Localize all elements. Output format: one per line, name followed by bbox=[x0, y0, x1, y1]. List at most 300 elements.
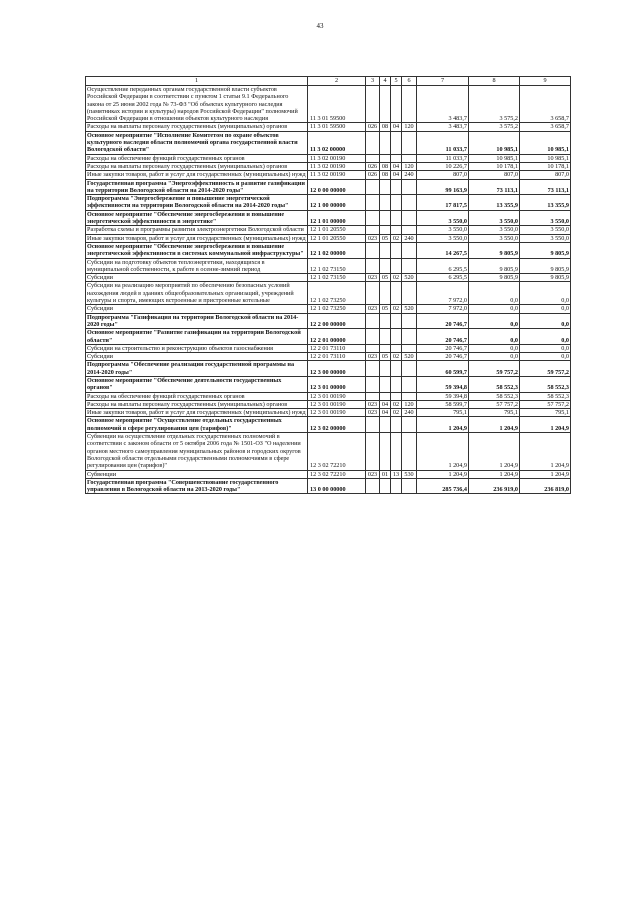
amount-col-9: 10 985,1 bbox=[520, 154, 571, 162]
expense-type-code: 240 bbox=[402, 234, 417, 242]
amount-col-8: 58 552,3 bbox=[469, 376, 520, 392]
amount-col-8: 10 985,1 bbox=[469, 131, 520, 154]
amount-col-7: 285 736,4 bbox=[417, 478, 469, 494]
table-row bbox=[86, 123, 571, 131]
target-article-code: 11 3 02 00000 bbox=[308, 131, 366, 154]
expense-type-code bbox=[402, 242, 417, 258]
subsection-code bbox=[391, 282, 402, 305]
table-row bbox=[86, 313, 571, 329]
subsection-code: 04 bbox=[391, 162, 402, 170]
section-code bbox=[380, 210, 391, 226]
row-name: Субсидии bbox=[86, 353, 308, 361]
row-name: Субсидии bbox=[86, 274, 308, 282]
expense-type-code bbox=[402, 154, 417, 162]
amount-col-7: 20 746,7 bbox=[417, 329, 469, 345]
target-article-code: 12 2 01 73110 bbox=[308, 353, 366, 361]
table-row bbox=[86, 171, 571, 179]
subsection-code bbox=[391, 376, 402, 392]
amount-col-8: 1 204,9 bbox=[469, 417, 520, 433]
target-article-code: 12 1 02 73150 bbox=[308, 258, 366, 274]
amount-col-7: 99 163,9 bbox=[417, 179, 469, 195]
ministry-code: 026 bbox=[366, 123, 380, 131]
amount-col-7: 11 033,7 bbox=[417, 131, 469, 154]
subsection-code bbox=[391, 131, 402, 154]
section-code: 05 bbox=[380, 234, 391, 242]
section-code: 08 bbox=[380, 123, 391, 131]
table-row bbox=[86, 210, 571, 226]
row-name: Основное мероприятие "Обеспечение энергосбережения и повышение энергетической эффективности в энергетике" bbox=[86, 210, 308, 226]
row-name: Основное мероприятие "Обеспечение энергосбережения и повышение энергетической эффективности в системах коммунальной инфраструктуры" bbox=[86, 242, 308, 258]
target-article-code: 12 2 01 73110 bbox=[308, 344, 366, 352]
row-name: Государственная программа "Совершенствование государственного управления в Вологодской области на 2013-2020 годы" bbox=[86, 478, 308, 494]
amount-col-9: 57 757,2 bbox=[520, 400, 571, 408]
subsection-code bbox=[391, 361, 402, 377]
table-row bbox=[86, 162, 571, 170]
row-name: Основное мероприятие "Осуществление отдельных государственных полномочий в сфере регулирования цен (тарифов)" bbox=[86, 417, 308, 433]
expense-type-code bbox=[402, 131, 417, 154]
amount-col-7: 3 483,7 bbox=[417, 123, 469, 131]
subsection-code: 02 bbox=[391, 400, 402, 408]
ministry-code bbox=[366, 344, 380, 352]
table-row bbox=[86, 417, 571, 433]
section-code bbox=[380, 282, 391, 305]
row-name: Осуществление переданных органам государственной власти субъектов Российской Федерации в соответствии с пунктом 1 статьи 9.1 Федерального закона от 25 июня 2002 года № 73-ФЗ "Об объектах культурного наследия (памятниках истории и культуры) народов Российской Федерации" полномочий Российской Федерации в отношении объектов культурного наследия bbox=[86, 86, 308, 123]
column-header: 6 bbox=[402, 77, 417, 86]
amount-col-8: 0,0 bbox=[469, 344, 520, 352]
amount-col-7: 7 972,0 bbox=[417, 282, 469, 305]
target-article-code: 12 3 01 00190 bbox=[308, 409, 366, 417]
amount-col-8: 236 919,0 bbox=[469, 478, 520, 494]
amount-col-7: 14 267,5 bbox=[417, 242, 469, 258]
table-row bbox=[86, 195, 571, 211]
table-row bbox=[86, 274, 571, 282]
expense-type-code bbox=[402, 313, 417, 329]
expense-type-code bbox=[402, 344, 417, 352]
amount-col-7: 20 746,7 bbox=[417, 353, 469, 361]
amount-col-7: 60 599,7 bbox=[417, 361, 469, 377]
table-row bbox=[86, 131, 571, 154]
section-code bbox=[380, 344, 391, 352]
amount-col-9: 59 757,2 bbox=[520, 361, 571, 377]
ministry-code: 023 bbox=[366, 400, 380, 408]
amount-col-9: 1 204,9 bbox=[520, 433, 571, 470]
subsection-code bbox=[391, 226, 402, 234]
amount-col-8: 3 575,2 bbox=[469, 86, 520, 123]
subsection-code bbox=[391, 86, 402, 123]
table-row bbox=[86, 344, 571, 352]
table-row bbox=[86, 400, 571, 408]
amount-col-9: 795,1 bbox=[520, 409, 571, 417]
table-row bbox=[86, 392, 571, 400]
row-name: Расходы на обеспечение функций государственных органов bbox=[86, 154, 308, 162]
ministry-code bbox=[366, 376, 380, 392]
amount-col-7: 58 599,7 bbox=[417, 400, 469, 408]
table-row bbox=[86, 329, 571, 345]
target-article-code: 12 3 02 00000 bbox=[308, 417, 366, 433]
subsection-code: 13 bbox=[391, 470, 402, 478]
amount-col-9: 3 550,0 bbox=[520, 210, 571, 226]
target-article-code: 12 2 00 00000 bbox=[308, 313, 366, 329]
target-article-code: 12 1 01 20550 bbox=[308, 226, 366, 234]
amount-col-9: 0,0 bbox=[520, 282, 571, 305]
expense-type-code: 520 bbox=[402, 305, 417, 313]
table-row bbox=[86, 470, 571, 478]
target-article-code: 11 3 01 59500 bbox=[308, 123, 366, 131]
amount-col-9: 9 805,9 bbox=[520, 274, 571, 282]
amount-col-8: 73 113,1 bbox=[469, 179, 520, 195]
ministry-code bbox=[366, 392, 380, 400]
subsection-code bbox=[391, 179, 402, 195]
target-article-code: 12 1 01 20550 bbox=[308, 234, 366, 242]
table-row bbox=[86, 179, 571, 195]
table-row bbox=[86, 478, 571, 494]
amount-col-7: 807,0 bbox=[417, 171, 469, 179]
ministry-code bbox=[366, 417, 380, 433]
subsection-code bbox=[391, 433, 402, 470]
expense-type-code bbox=[402, 258, 417, 274]
row-name: Субвенции bbox=[86, 470, 308, 478]
expense-type-code: 240 bbox=[402, 409, 417, 417]
target-article-code: 11 3 02 00190 bbox=[308, 154, 366, 162]
ministry-code bbox=[366, 313, 380, 329]
target-article-code: 12 1 02 00000 bbox=[308, 242, 366, 258]
column-header: 4 bbox=[380, 77, 391, 86]
target-article-code: 12 1 02 73250 bbox=[308, 305, 366, 313]
amount-col-9: 1 204,9 bbox=[520, 470, 571, 478]
amount-col-8: 57 757,2 bbox=[469, 400, 520, 408]
target-article-code: 12 3 01 00000 bbox=[308, 376, 366, 392]
amount-col-7: 3 550,0 bbox=[417, 226, 469, 234]
amount-col-8: 9 805,9 bbox=[469, 258, 520, 274]
page-number: 43 bbox=[316, 22, 324, 30]
section-code: 08 bbox=[380, 171, 391, 179]
expense-type-code bbox=[402, 361, 417, 377]
amount-col-8: 1 204,9 bbox=[469, 470, 520, 478]
amount-col-8: 13 355,9 bbox=[469, 195, 520, 211]
expense-type-code bbox=[402, 282, 417, 305]
ministry-code: 023 bbox=[366, 353, 380, 361]
amount-col-9: 0,0 bbox=[520, 353, 571, 361]
subsection-code bbox=[391, 210, 402, 226]
subsection-code bbox=[391, 313, 402, 329]
expense-type-code bbox=[402, 86, 417, 123]
amount-col-9: 58 552,3 bbox=[520, 392, 571, 400]
row-name: Разработка схемы и программы развития электроэнергетики Вологодской области bbox=[86, 226, 308, 234]
subsection-code bbox=[391, 417, 402, 433]
target-article-code: 12 1 01 00000 bbox=[308, 210, 366, 226]
subsection-code: 02 bbox=[391, 409, 402, 417]
amount-col-9: 0,0 bbox=[520, 313, 571, 329]
subsection-code bbox=[391, 392, 402, 400]
amount-col-8: 0,0 bbox=[469, 282, 520, 305]
table-header-row bbox=[86, 77, 571, 86]
subsection-code: 04 bbox=[391, 123, 402, 131]
expense-type-code: 240 bbox=[402, 171, 417, 179]
row-name: Расходы на выплаты персоналу государственных (муниципальных) органов bbox=[86, 123, 308, 131]
amount-col-9: 9 805,9 bbox=[520, 258, 571, 274]
table-row bbox=[86, 361, 571, 377]
amount-col-7: 17 817,5 bbox=[417, 195, 469, 211]
amount-col-7: 10 226,7 bbox=[417, 162, 469, 170]
table-row bbox=[86, 258, 571, 274]
expense-type-code bbox=[402, 433, 417, 470]
expense-type-code: 120 bbox=[402, 400, 417, 408]
section-code bbox=[380, 392, 391, 400]
amount-col-7: 6 295,5 bbox=[417, 274, 469, 282]
section-code: 04 bbox=[380, 409, 391, 417]
ministry-code bbox=[366, 195, 380, 211]
row-name: Подпрограмма "Энергосбережение и повышение энергетической эффективности на территории Вологодской области на 2014-2020 годы" bbox=[86, 195, 308, 211]
target-article-code: 11 3 02 00190 bbox=[308, 171, 366, 179]
target-article-code: 13 0 00 00000 bbox=[308, 478, 366, 494]
section-code bbox=[380, 376, 391, 392]
amount-col-9: 0,0 bbox=[520, 305, 571, 313]
row-name: Государственная программа "Энергоэффективность и развитие газификации на территории Вологодской области на 2014-2020 годы" bbox=[86, 179, 308, 195]
column-header: 9 bbox=[520, 77, 571, 86]
ministry-code bbox=[366, 131, 380, 154]
subsection-code bbox=[391, 154, 402, 162]
row-name: Иные закупки товаров, работ и услуг для государственных (муниципальных) нужд bbox=[87, 409, 306, 417]
amount-col-9: 0,0 bbox=[520, 329, 571, 345]
row-name: Иные закупки товаров, работ и услуг для государственных (муниципальных) нужд bbox=[87, 234, 306, 242]
section-code bbox=[380, 433, 391, 470]
target-article-code: 11 3 01 59500 bbox=[308, 86, 366, 123]
ministry-code: 026 bbox=[366, 171, 380, 179]
table-row bbox=[86, 242, 571, 258]
expense-type-code: 120 bbox=[402, 123, 417, 131]
amount-col-7: 20 746,7 bbox=[417, 313, 469, 329]
target-article-code: 11 3 02 00190 bbox=[308, 162, 366, 170]
amount-col-9: 3 550,0 bbox=[520, 234, 571, 242]
ministry-code: 023 bbox=[366, 409, 380, 417]
target-article-code: 12 2 01 00000 bbox=[308, 329, 366, 345]
table-row bbox=[86, 433, 571, 470]
amount-col-7: 3 550,0 bbox=[417, 210, 469, 226]
section-code bbox=[380, 361, 391, 377]
expense-type-code bbox=[402, 195, 417, 211]
amount-col-7: 795,1 bbox=[417, 409, 469, 417]
amount-col-8: 10 178,1 bbox=[469, 162, 520, 170]
amount-col-8: 0,0 bbox=[469, 353, 520, 361]
amount-col-7: 1 204,9 bbox=[417, 433, 469, 470]
column-header: 7 bbox=[417, 77, 469, 86]
section-code bbox=[380, 86, 391, 123]
section-code bbox=[380, 417, 391, 433]
row-name: Субсидии на строительство и реконструкцию объектов газоснабжения bbox=[86, 344, 308, 352]
expense-type-code bbox=[402, 210, 417, 226]
amount-col-8: 9 805,9 bbox=[469, 242, 520, 258]
section-code: 05 bbox=[380, 353, 391, 361]
amount-col-8: 807,0 bbox=[469, 171, 520, 179]
amount-col-8: 0,0 bbox=[469, 329, 520, 345]
ministry-code bbox=[366, 154, 380, 162]
expense-type-code bbox=[402, 329, 417, 345]
target-article-code: 12 1 02 73150 bbox=[308, 274, 366, 282]
subsection-code bbox=[391, 478, 402, 494]
subsection-code: 04 bbox=[391, 171, 402, 179]
amount-col-9: 0,0 bbox=[520, 344, 571, 352]
expense-type-code bbox=[402, 376, 417, 392]
ministry-code: 023 bbox=[366, 470, 380, 478]
amount-col-7: 1 204,9 bbox=[417, 470, 469, 478]
expense-type-code: 520 bbox=[402, 353, 417, 361]
row-name: Расходы на выплаты персоналу государственных (муниципальных) органов bbox=[86, 400, 308, 408]
target-article-code: 12 1 02 73250 bbox=[308, 282, 366, 305]
amount-col-8: 3 550,0 bbox=[469, 234, 520, 242]
target-article-code: 12 3 00 00000 bbox=[308, 361, 366, 377]
section-code bbox=[380, 329, 391, 345]
section-code bbox=[380, 226, 391, 234]
amount-col-8: 795,1 bbox=[469, 409, 520, 417]
section-code: 01 bbox=[380, 470, 391, 478]
expense-type-code: 520 bbox=[402, 274, 417, 282]
amount-col-7: 11 033,7 bbox=[417, 154, 469, 162]
amount-col-7: 3 550,0 bbox=[417, 234, 469, 242]
ministry-code bbox=[366, 258, 380, 274]
target-article-code: 12 1 00 00000 bbox=[308, 195, 366, 211]
target-article-code: 12 0 00 00000 bbox=[308, 179, 366, 195]
ministry-code bbox=[366, 478, 380, 494]
row-name: Расходы на выплаты персоналу государственных (муниципальных) органов bbox=[86, 162, 308, 170]
expense-type-code bbox=[402, 392, 417, 400]
column-header: 8 bbox=[469, 77, 520, 86]
amount-col-8: 3 550,0 bbox=[469, 226, 520, 234]
amount-col-7: 7 972,0 bbox=[417, 305, 469, 313]
section-code bbox=[380, 131, 391, 154]
column-header: 2 bbox=[308, 77, 366, 86]
row-name: Основное мероприятие "Развитие газификации на территории Вологодской области" bbox=[86, 329, 308, 345]
amount-col-9: 236 819,0 bbox=[520, 478, 571, 494]
ministry-code: 023 bbox=[366, 234, 380, 242]
section-code: 05 bbox=[380, 305, 391, 313]
row-name: Подпрограмма "Газификация на территории Вологодской области на 2014-2020 годы" bbox=[86, 313, 308, 329]
subsection-code: 02 bbox=[391, 305, 402, 313]
amount-col-8: 58 552,3 bbox=[469, 392, 520, 400]
amount-col-9: 3 658,7 bbox=[520, 123, 571, 131]
subsection-code: 02 bbox=[391, 353, 402, 361]
section-code bbox=[380, 179, 391, 195]
table-row bbox=[86, 353, 571, 361]
ministry-code bbox=[366, 226, 380, 234]
table-row bbox=[86, 305, 571, 313]
amount-col-7: 3 483,7 bbox=[417, 86, 469, 123]
table-row bbox=[86, 86, 571, 123]
amount-col-9: 3 658,7 bbox=[520, 86, 571, 123]
ministry-code bbox=[366, 210, 380, 226]
ministry-code bbox=[366, 329, 380, 345]
amount-col-9: 1 204,9 bbox=[520, 417, 571, 433]
expense-type-code bbox=[402, 226, 417, 234]
amount-col-9: 13 355,9 bbox=[520, 195, 571, 211]
section-code bbox=[380, 478, 391, 494]
table-row bbox=[86, 409, 571, 417]
table-row bbox=[86, 376, 571, 392]
row-name: Субсидии на реализацию мероприятий по обеспечению безопасных условий нахождения людей в зданиях общеобразовательных организаций, учреждений культуры и спорта, имеющих встроенные и пристроенные котельные bbox=[86, 282, 308, 305]
expense-type-code bbox=[402, 478, 417, 494]
column-header: 1 bbox=[86, 77, 308, 86]
ministry-code bbox=[366, 179, 380, 195]
amount-col-8: 0,0 bbox=[469, 313, 520, 329]
amount-col-8: 59 757,2 bbox=[469, 361, 520, 377]
amount-col-9: 3 550,0 bbox=[520, 226, 571, 234]
amount-col-8: 3 550,0 bbox=[469, 210, 520, 226]
row-name: Субсидии на подготовку объектов теплоэнергетики, находящихся в муниципальной собственности, к работе в осенне-зимний период bbox=[86, 258, 308, 274]
section-code bbox=[380, 154, 391, 162]
expense-type-code bbox=[402, 417, 417, 433]
section-code bbox=[380, 258, 391, 274]
table-row bbox=[86, 226, 571, 234]
subsection-code bbox=[391, 242, 402, 258]
amount-col-9: 58 552,3 bbox=[520, 376, 571, 392]
amount-col-7: 59 394,8 bbox=[417, 392, 469, 400]
column-header: 3 bbox=[366, 77, 380, 86]
section-code: 04 bbox=[380, 400, 391, 408]
row-name: Субвенции на осуществление отдельных государственных полномочий в соответствии с законом области от 5 октября 2006 года № 1501-ОЗ "О наделении органов местного самоуправления муниципальных районов и городских округов Вологодской области отдельными государственными полномочиями в сфере регулирования цен (тарифов)" bbox=[86, 433, 308, 470]
section-code bbox=[380, 313, 391, 329]
budget-table bbox=[85, 76, 571, 494]
subsection-code bbox=[391, 329, 402, 345]
row-name: Подпрограмма "Обеспечение реализации государственной программы на 2014-2020 годы" bbox=[86, 361, 308, 377]
amount-col-8: 10 985,1 bbox=[469, 154, 520, 162]
amount-col-8: 1 204,9 bbox=[469, 433, 520, 470]
ministry-code bbox=[366, 242, 380, 258]
ministry-code bbox=[366, 86, 380, 123]
ministry-code: 023 bbox=[366, 274, 380, 282]
amount-col-7: 1 204,9 bbox=[417, 417, 469, 433]
expense-type-code bbox=[402, 179, 417, 195]
ministry-code bbox=[366, 361, 380, 377]
subsection-code: 02 bbox=[391, 274, 402, 282]
amount-col-8: 9 805,9 bbox=[469, 274, 520, 282]
amount-col-7: 20 746,7 bbox=[417, 344, 469, 352]
table-row bbox=[86, 234, 571, 242]
amount-col-9: 73 113,1 bbox=[520, 179, 571, 195]
amount-col-8: 3 575,2 bbox=[469, 123, 520, 131]
ministry-code: 023 bbox=[366, 305, 380, 313]
target-article-code: 12 3 01 00190 bbox=[308, 400, 366, 408]
subsection-code bbox=[391, 258, 402, 274]
amount-col-9: 10 985,1 bbox=[520, 131, 571, 154]
amount-col-9: 807,0 bbox=[520, 171, 571, 179]
row-name: Основное мероприятие "Обеспечение деятельности государственных органов" bbox=[86, 376, 308, 392]
section-code: 05 bbox=[380, 274, 391, 282]
row-name: Расходы на обеспечение функций государственных органов bbox=[86, 392, 308, 400]
target-article-code: 12 3 02 72210 bbox=[308, 433, 366, 470]
amount-col-7: 59 394,8 bbox=[417, 376, 469, 392]
row-name: Основное мероприятие "Исполнение Комитетом по охране объектов культурного наследия области полномочий органа государственной власти Вологодской области" bbox=[86, 131, 308, 154]
row-name: Субсидии bbox=[86, 305, 308, 313]
target-article-code: 12 3 02 72210 bbox=[308, 470, 366, 478]
ministry-code bbox=[366, 282, 380, 305]
row-name: Иные закупки товаров, работ и услуг для государственных (муниципальных) нужд bbox=[87, 171, 306, 179]
ministry-code: 026 bbox=[366, 162, 380, 170]
amount-col-8: 0,0 bbox=[469, 305, 520, 313]
amount-col-9: 10 178,1 bbox=[520, 162, 571, 170]
section-code: 08 bbox=[380, 162, 391, 170]
column-header: 5 bbox=[391, 77, 402, 86]
subsection-code: 02 bbox=[391, 234, 402, 242]
subsection-code bbox=[391, 344, 402, 352]
expense-type-code: 120 bbox=[402, 162, 417, 170]
expense-type-code: 530 bbox=[402, 470, 417, 478]
ministry-code bbox=[366, 433, 380, 470]
target-article-code: 12 3 01 00190 bbox=[308, 392, 366, 400]
subsection-code bbox=[391, 195, 402, 211]
table-row bbox=[86, 154, 571, 162]
amount-col-9: 9 805,9 bbox=[520, 242, 571, 258]
amount-col-7: 6 295,5 bbox=[417, 258, 469, 274]
section-code bbox=[380, 195, 391, 211]
